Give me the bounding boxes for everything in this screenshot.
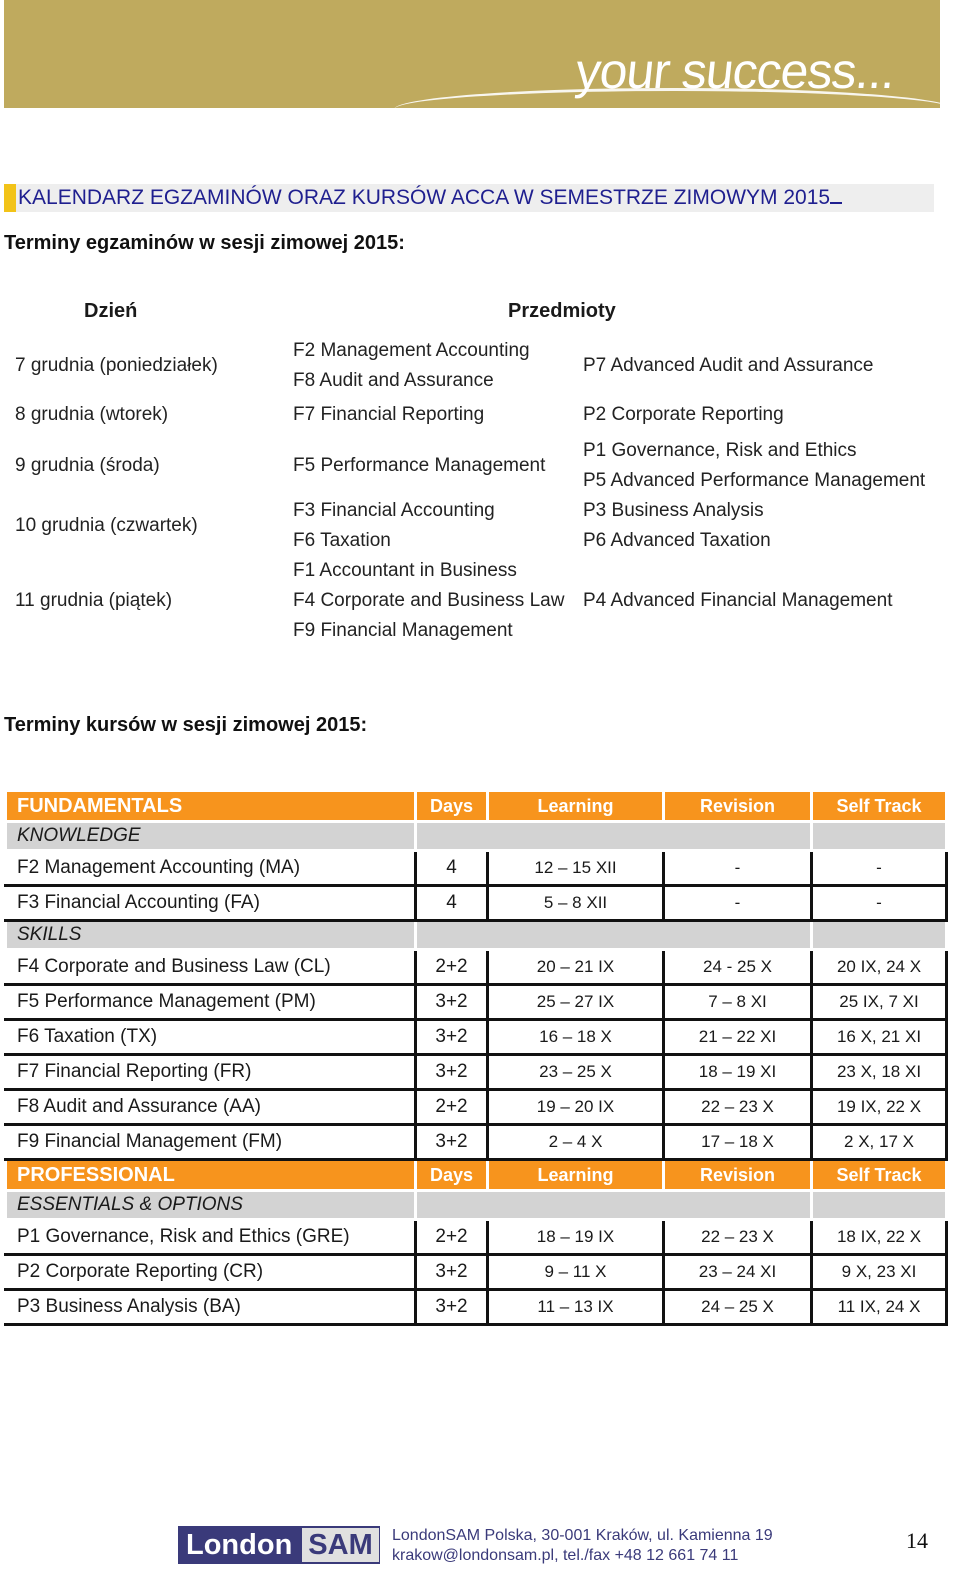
course-value: 3+2 <box>416 1255 488 1290</box>
header-banner <box>4 0 940 108</box>
exam-fundamentals-cell <box>293 400 484 430</box>
courses-title: Terminy kursów w sesji zimowej 2015: <box>4 714 368 736</box>
course-value: 2+2 <box>416 1090 488 1125</box>
table-row <box>6 1255 947 1290</box>
footer-address: LondonSAM Polska, 30-001 Kraków, ul. Kamienna 19 <box>392 1527 773 1544</box>
column-header: Days <box>416 1160 488 1191</box>
exam-professional-cell <box>583 400 784 430</box>
table-row <box>6 1055 947 1090</box>
course-value: - <box>664 851 812 886</box>
section-header: FUNDAMENTALS <box>6 791 416 822</box>
exam-subject: F3 Financial Accounting <box>293 500 495 521</box>
exam-fundamentals-cell <box>293 336 530 396</box>
course-name: F3 Financial Accounting (FA) <box>6 886 416 921</box>
exam-professional-cell <box>583 436 925 496</box>
exam-subject: P7 Advanced Audit and Assurance <box>583 355 874 376</box>
course-value: 19 IX, 22 X <box>812 1090 947 1125</box>
course-value: - <box>812 851 947 886</box>
professional-header-row <box>6 1160 947 1191</box>
exam-day: 9 grudnia (środa) <box>15 455 160 476</box>
group-spacer <box>812 1191 947 1220</box>
group-label: KNOWLEDGE <box>6 822 416 851</box>
courses-table <box>4 789 948 1326</box>
course-value: 17 – 18 X <box>664 1125 812 1160</box>
course-name: F6 Taxation (TX) <box>6 1020 416 1055</box>
column-header: Learning <box>488 1160 664 1191</box>
fundamentals-header-row <box>6 791 947 822</box>
exam-subject: P1 Governance, Risk and Ethics <box>583 440 857 461</box>
course-value: 9 – 11 X <box>488 1255 664 1290</box>
course-value: 5 – 8 XII <box>488 886 664 921</box>
course-value: 7 – 8 XI <box>664 985 812 1020</box>
exam-day-cell <box>15 400 168 430</box>
exam-professional-cell <box>583 351 874 381</box>
course-value: 2 – 4 X <box>488 1125 664 1160</box>
column-header: Self Track <box>812 1160 947 1191</box>
page-number: 14 <box>906 1528 928 1553</box>
course-value: - <box>664 886 812 921</box>
table-row <box>6 950 947 985</box>
course-value: 2+2 <box>416 1220 488 1255</box>
banner-slogan: your success... <box>572 43 897 99</box>
exam-day: 10 grudnia (czwartek) <box>15 515 198 536</box>
course-value: 4 <box>416 851 488 886</box>
exam-subject: F9 Financial Management <box>293 620 513 641</box>
table-row <box>6 1090 947 1125</box>
exam-fundamentals-cell <box>293 451 545 481</box>
course-name: F7 Financial Reporting (FR) <box>6 1055 416 1090</box>
exam-subject: F7 Financial Reporting <box>293 404 485 425</box>
exam-subject: P3 Business Analysis <box>583 500 764 521</box>
course-value: 25 IX, 7 XI <box>812 985 947 1020</box>
course-name: F2 Management Accounting (MA) <box>6 851 416 886</box>
exam-subject: F6 Taxation <box>293 530 391 551</box>
course-value: 18 IX, 22 X <box>812 1220 947 1255</box>
course-value: 23 – 24 XI <box>664 1255 812 1290</box>
course-value: 4 <box>416 886 488 921</box>
course-value: 25 – 27 IX <box>488 985 664 1020</box>
course-value: 21 – 22 XI <box>664 1020 812 1055</box>
table-row <box>6 985 947 1020</box>
course-name: F5 Performance Management (PM) <box>6 985 416 1020</box>
footer-contact <box>392 1526 773 1566</box>
course-value: 22 – 23 X <box>664 1090 812 1125</box>
exam-fundamentals-cell <box>293 556 564 646</box>
course-value: 22 – 23 X <box>664 1220 812 1255</box>
group-spacer <box>416 921 812 950</box>
page-title <box>4 184 934 212</box>
group-header-row <box>6 921 947 950</box>
group-spacer <box>416 822 812 851</box>
course-value: 12 – 15 XII <box>488 851 664 886</box>
group-label: SKILLS <box>6 921 416 950</box>
table-row <box>6 851 947 886</box>
logo-right: SAM <box>302 1528 378 1562</box>
exam-day-cell <box>15 351 218 381</box>
group-spacer <box>812 822 947 851</box>
course-value: 19 – 20 IX <box>488 1090 664 1125</box>
course-value: 2 X, 17 X <box>812 1125 947 1160</box>
course-value: 16 – 18 X <box>488 1020 664 1055</box>
section-header: PROFESSIONAL <box>6 1160 416 1191</box>
group-header-row <box>6 1191 947 1220</box>
exam-professional-cell <box>583 586 892 616</box>
exam-professional-cell <box>583 496 771 556</box>
group-label: ESSENTIALS & OPTIONS <box>6 1191 416 1220</box>
course-value: 3+2 <box>416 1020 488 1055</box>
table-row <box>6 1125 947 1160</box>
group-spacer <box>416 1191 812 1220</box>
course-name: F8 Audit and Assurance (AA) <box>6 1090 416 1125</box>
exam-subject: F2 Management Accounting <box>293 340 530 361</box>
course-value: 11 IX, 24 X <box>812 1290 947 1325</box>
course-value: 24 – 25 X <box>664 1290 812 1325</box>
course-value: 2+2 <box>416 950 488 985</box>
exam-subject: F4 Corporate and Business Law <box>293 590 565 611</box>
course-value: 18 – 19 XI <box>664 1055 812 1090</box>
exam-day: 7 grudnia (poniedziałek) <box>15 355 218 376</box>
exam-col-subjects: Przedmioty <box>508 300 616 322</box>
course-value: 16 X, 21 XI <box>812 1020 947 1055</box>
group-spacer <box>812 921 947 950</box>
course-value: 9 X, 23 XI <box>812 1255 947 1290</box>
exam-day-cell <box>15 586 172 616</box>
course-value: 11 – 13 IX <box>488 1290 664 1325</box>
exam-fundamentals-cell <box>293 496 495 556</box>
column-header: Revision <box>664 1160 812 1191</box>
exams-title: Terminy egzaminów w sesji zimowej 2015: <box>4 232 405 254</box>
course-value: 3+2 <box>416 1125 488 1160</box>
course-value: 18 – 19 IX <box>488 1220 664 1255</box>
group-header-row <box>6 822 947 851</box>
course-value: - <box>812 886 947 921</box>
course-value: 20 IX, 24 X <box>812 950 947 985</box>
table-row <box>6 1220 947 1255</box>
exam-subject: F8 Audit and Assurance <box>293 370 494 391</box>
exam-col-day: Dzień <box>84 300 138 322</box>
exam-day: 8 grudnia (wtorek) <box>15 404 169 425</box>
column-header: Revision <box>664 791 812 822</box>
exam-day: 11 grudnia (piątek) <box>15 590 173 611</box>
course-value: 3+2 <box>416 1055 488 1090</box>
course-value: 3+2 <box>416 985 488 1020</box>
course-value: 23 X, 18 XI <box>812 1055 947 1090</box>
course-name: P2 Corporate Reporting (CR) <box>6 1255 416 1290</box>
exam-day-cell <box>15 451 160 481</box>
course-value: 20 – 21 IX <box>488 950 664 985</box>
logo-left: London <box>186 1529 293 1561</box>
course-value: 23 – 25 X <box>488 1055 664 1090</box>
column-header: Self Track <box>812 791 947 822</box>
footer-contact-line: krakow@londonsam.pl, tel./fax +48 12 661 74 11 <box>392 1547 739 1564</box>
exam-subject: P6 Advanced Taxation <box>583 530 771 551</box>
course-value: 3+2 <box>416 1290 488 1325</box>
column-header: Days <box>416 791 488 822</box>
course-value: 24 - 25 X <box>664 950 812 985</box>
exam-subject: P5 Advanced Performance Management <box>583 470 926 491</box>
exam-day-cell <box>15 511 198 541</box>
course-name: F4 Corporate and Business Law (CL) <box>6 950 416 985</box>
heading-underscore <box>830 184 842 204</box>
exam-subject: P2 Corporate Reporting <box>583 404 784 425</box>
page-title-text: KALENDARZ EGZAMINÓW ORAZ KURSÓW ACCA W SEMESTRZE ZIMOWYM 2015 <box>18 186 831 209</box>
exam-subject: F5 Performance Management <box>293 455 546 476</box>
exam-subject: P4 Advanced Financial Management <box>583 590 893 611</box>
exam-subject: F1 Accountant in Business <box>293 560 517 581</box>
course-name: P1 Governance, Risk and Ethics (GRE) <box>6 1220 416 1255</box>
course-name: P3 Business Analysis (BA) <box>6 1290 416 1325</box>
table-row <box>6 1020 947 1055</box>
table-row <box>6 886 947 921</box>
table-row <box>6 1290 947 1325</box>
column-header: Learning <box>488 791 664 822</box>
londonsam-logo <box>178 1526 380 1564</box>
course-name: F9 Financial Management (FM) <box>6 1125 416 1160</box>
heading-marker <box>4 184 16 212</box>
